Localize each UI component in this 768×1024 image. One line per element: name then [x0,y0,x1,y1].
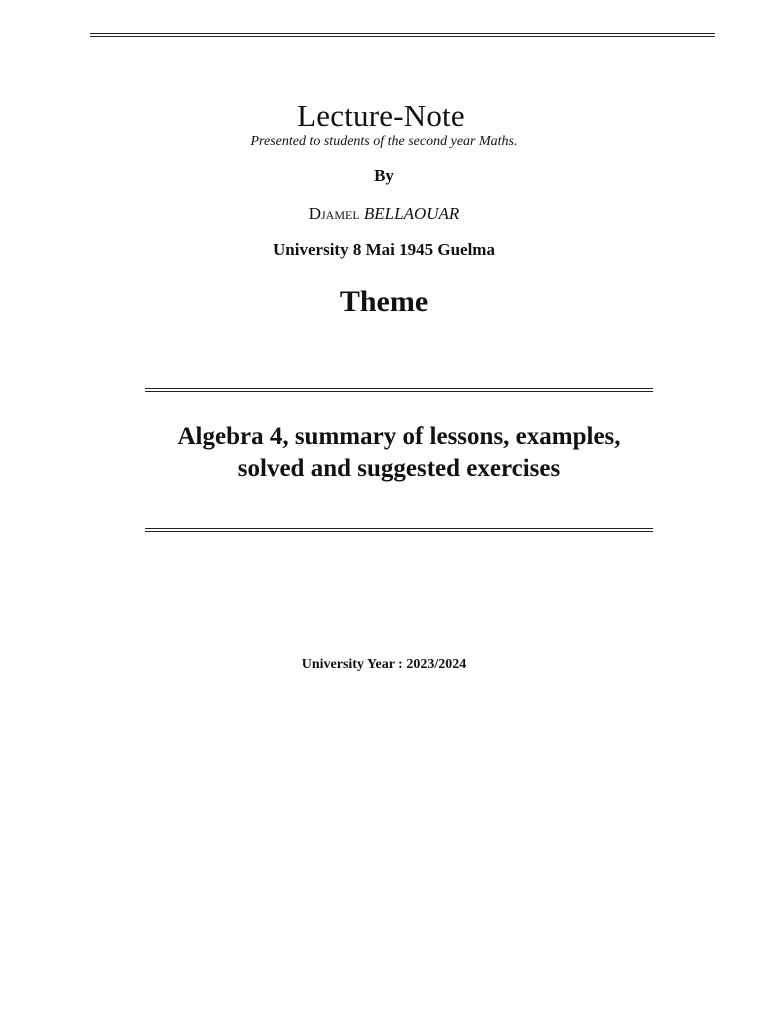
university-name: University 8 Mai 1945 Guelma [273,240,495,259]
by-label: By [374,166,394,185]
document-title: Lecture-Note [297,98,465,133]
author-name [0,204,768,224]
top-double-rule [90,33,715,37]
theme-bottom-double-rule [145,528,653,532]
author-last-name: BELLAOUAR [363,204,460,223]
theme-title: Algebra 4, summary of lessons, examples, solved and suggested exercises [177,423,621,482]
theme-heading: Theme [339,285,429,318]
author-first-name: Djamel [308,204,360,223]
university-year: University Year : 2023/2024 [301,657,467,672]
document-subtitle: Presented to students of the second year Maths. [250,134,518,149]
theme-top-double-rule [145,388,653,392]
